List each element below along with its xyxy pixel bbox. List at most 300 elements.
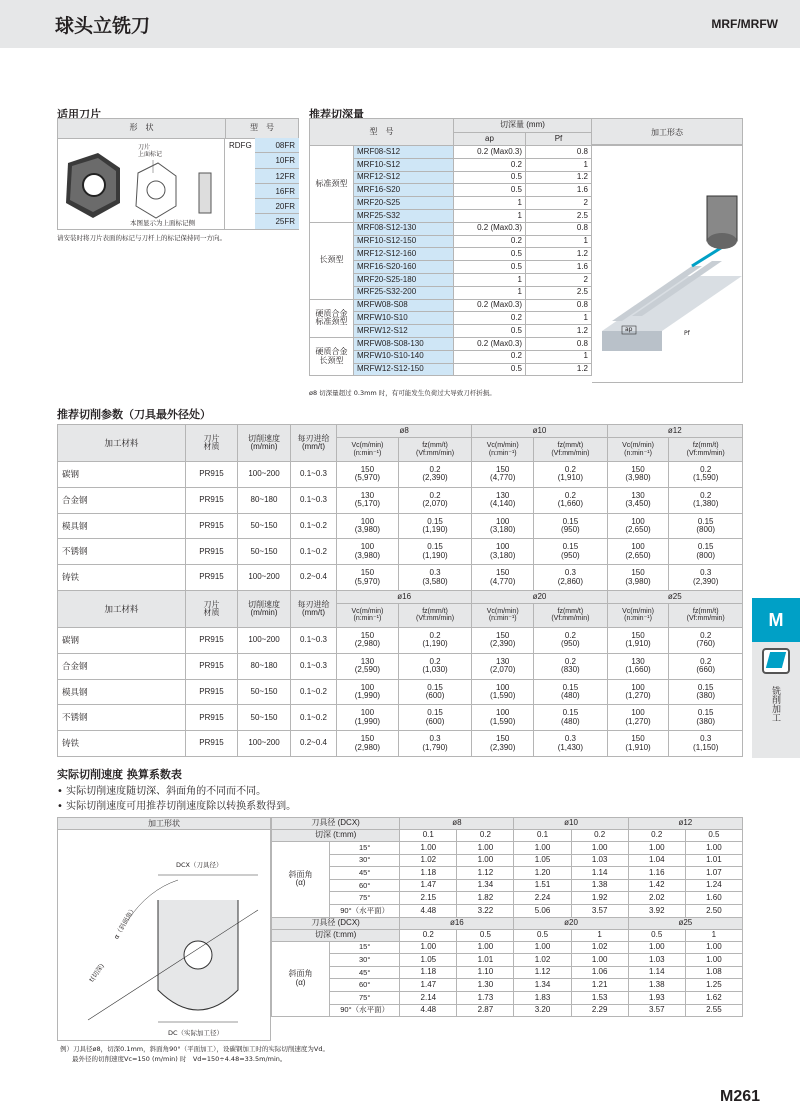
fig-pf-label: Pf [684, 330, 690, 337]
conv-dia-header: ø25 [628, 917, 742, 929]
speed-h1: 切削速度 [248, 599, 280, 609]
page-number: M261 [720, 1088, 761, 1105]
param-value: 150 [631, 465, 645, 474]
depth-pf: 2 [526, 197, 592, 210]
param-sub-value: (480) [561, 716, 580, 726]
param-value-cell [398, 462, 472, 488]
param-value-cell [669, 513, 743, 539]
param-value: 100 [496, 542, 510, 552]
fz-h1: fz(mm/t) [422, 608, 448, 616]
param-value: 0.2 [700, 630, 712, 640]
param-value: 0.2 [429, 656, 441, 666]
conv-coefficient: 1.03 [628, 954, 685, 967]
param-sub-value: (1,270) [625, 716, 651, 726]
param-value: 130 [631, 656, 645, 666]
conv-coefficient: 1.24 [685, 879, 742, 892]
param-cell: 50~150 [238, 539, 291, 565]
param-sub-value: (600) [425, 690, 445, 700]
param-value: 0.3 [700, 734, 712, 744]
param-value-cell [398, 731, 472, 757]
depth-pf: 2.5 [526, 209, 592, 222]
param-cell: 0.2~0.4 [291, 565, 337, 591]
param-value: 100 [631, 682, 645, 692]
param-value-cell [669, 679, 743, 705]
param-sub-value: (2,390) [422, 473, 448, 483]
param-speed-header [238, 425, 291, 462]
param-material: 不锈钢 [58, 705, 186, 731]
param-value: 100 [496, 516, 510, 526]
depth-pf: 0.8 [526, 299, 592, 312]
conv-coefficient: 1.12 [514, 966, 571, 979]
conv-coefficient: 4.48 [400, 1004, 457, 1017]
param-sub-value: (2,070) [422, 499, 448, 509]
param-cell: 0.1~0.2 [291, 679, 337, 705]
param-value-cell [534, 462, 608, 488]
ball-end-diagram [58, 830, 270, 1040]
param-sub-value: (1,910) [557, 473, 584, 483]
vc-h2: (n:min⁻¹) [353, 615, 382, 623]
param-value-cell [607, 462, 669, 488]
insert-note: 请安装时将刀片表面的标记与刀杆上的标记保持同一方向。 [57, 234, 226, 242]
param-sub-value: (2,390) [490, 639, 516, 649]
param-sub-value: (5,970) [354, 473, 381, 483]
conv-coefficient: 1.05 [514, 854, 571, 867]
depth-model: MRF08-S12 [354, 146, 454, 159]
depth-group-name: 标准颈型 [315, 178, 348, 188]
depth-model: MRF20-S25 [354, 197, 454, 210]
angle-value: 60° [330, 979, 400, 992]
conv-coefficient: 1.18 [400, 966, 457, 979]
param-cell: 50~150 [238, 513, 291, 539]
param-value: 100 [360, 542, 375, 552]
param-value-cell [337, 705, 399, 731]
param-cell: 100~200 [238, 731, 291, 757]
depth-model: MRF25-S32-200 [354, 286, 454, 299]
depth-group-name: 硬质合金 [315, 347, 348, 357]
params-table [57, 424, 743, 757]
param-cell: 0.1~0.3 [291, 627, 337, 653]
conv-coefficient: 1.03 [571, 854, 628, 867]
depth-group-name: 长颈型 [319, 255, 344, 265]
param-value-cell [607, 653, 669, 679]
param-cell: PR915 [186, 513, 238, 539]
param-value-cell [534, 565, 608, 591]
depth-pf: 1.6 [526, 261, 592, 274]
param-value: 130 [360, 656, 375, 666]
fz-h1: fz(mm/t) [557, 608, 584, 616]
param-value-cell [607, 627, 669, 653]
page-header [0, 0, 800, 48]
depth-model: MRF08-S12-130 [354, 222, 454, 235]
param-sub-value: (2,980) [354, 639, 381, 649]
fz-header [669, 438, 743, 462]
angle-value: 75° [330, 991, 400, 1004]
insert-caption: 本图显示为上面标记侧 [130, 219, 195, 227]
param-sub-value: (2,390) [693, 576, 719, 586]
conv-coefficient: 2.15 [400, 892, 457, 905]
depth-ap: 1 [454, 273, 526, 286]
depth-model: MRFW08-S08-130 [354, 337, 454, 350]
param-value: 150 [496, 568, 510, 578]
conv-coefficient: 1.00 [571, 842, 628, 855]
fz-header [398, 438, 472, 462]
param-value: 130 [496, 656, 510, 666]
grade-h2: 材质 [203, 442, 220, 451]
param-dia-header: ø25 [607, 590, 742, 603]
param-value-cell [472, 487, 534, 513]
vc-header [337, 603, 399, 627]
conv-coefficient: 1.82 [457, 892, 514, 905]
param-value: 0.15 [562, 682, 579, 692]
param-value: 0.15 [697, 708, 714, 718]
param-sub-value: (950) [561, 639, 580, 649]
param-value-cell [472, 462, 534, 488]
fz-h1: fz(mm/t) [557, 442, 584, 450]
param-value-cell [534, 627, 608, 653]
param-cell: 0.1~0.3 [291, 462, 337, 488]
conv-depth: 0.2 [400, 929, 457, 941]
fz-header [669, 603, 743, 627]
speed-h1: 切削速度 [248, 433, 280, 443]
param-sub-value: (4,770) [490, 576, 516, 586]
depth-pf: 0.8 [526, 222, 592, 235]
param-value: 150 [631, 734, 645, 744]
param-dia-header: ø20 [472, 590, 607, 603]
depth-pf: 1.2 [526, 363, 592, 376]
conv-coefficient: 1.00 [571, 954, 628, 967]
param-value-cell [607, 679, 669, 705]
vc-h1: Vc(m/min) [351, 608, 384, 616]
conv-coefficient: 1.20 [514, 867, 571, 880]
param-sub-value: (1,150) [693, 742, 719, 752]
insert-table [57, 118, 299, 139]
param-value-cell [472, 705, 534, 731]
fz-header [398, 603, 472, 627]
conv-coefficient: 1.01 [685, 854, 742, 867]
fz-h1: fz(mm/t) [422, 442, 448, 450]
param-cell: 100~200 [238, 565, 291, 591]
param-material-header: 加工材料 [58, 590, 186, 627]
param-sub-value: (1,590) [693, 473, 719, 483]
param-value-cell [472, 539, 534, 565]
conv-coefficient: 1.08 [685, 966, 742, 979]
conv-depth: 0.2 [457, 830, 514, 842]
param-value-cell [398, 487, 472, 513]
depth-note: ø8 切深量超过 0.3mm 时，有可能发生负荷过大导致刀杆折损。 [309, 389, 496, 397]
param-grade-header [186, 425, 238, 462]
param-cell: PR915 [186, 565, 238, 591]
depth-group-name: 长颈型 [319, 355, 344, 365]
param-cell: 80~180 [238, 653, 291, 679]
depth-table [309, 118, 592, 376]
conv-coefficient: 1.02 [571, 941, 628, 954]
param-value-cell [669, 565, 743, 591]
conv-dia-header: ø10 [514, 818, 628, 830]
param-value: 0.2 [700, 465, 712, 474]
param-sub-value: (830) [561, 665, 580, 675]
depth-ap: 0.2 [454, 158, 526, 171]
conv-coefficient: 1.83 [514, 991, 571, 1004]
conv-coefficient: 3.57 [628, 1004, 685, 1017]
param-value-cell [669, 487, 743, 513]
param-value: 0.2 [564, 465, 576, 474]
vc-h2: (n:min⁻¹) [624, 449, 652, 457]
depth-model: MRF12-S12-160 [354, 248, 454, 261]
param-cell: PR915 [186, 731, 238, 757]
grade-h1: 刀片 [203, 599, 220, 609]
conv-coefficient: 2.87 [457, 1004, 514, 1017]
conv-coefficient: 1.73 [457, 991, 514, 1004]
conv-coefficient: 1.00 [457, 842, 514, 855]
param-value-cell [398, 627, 472, 653]
conv-coefficient: 3.57 [571, 904, 628, 917]
depth-pf-header: Pf [526, 133, 592, 146]
insert-size: 10FR [255, 153, 299, 168]
param-cell: 50~150 [238, 705, 291, 731]
conv-coefficient: 1.38 [628, 979, 685, 992]
param-value: 150 [496, 465, 510, 474]
param-value: 0.15 [697, 682, 714, 692]
depth-figure [592, 145, 743, 383]
conv-coefficient: 2.24 [514, 892, 571, 905]
param-grade-header [186, 590, 238, 627]
depth-group-label [310, 146, 354, 223]
angle-value: 60° [330, 879, 400, 892]
param-value-cell [337, 513, 399, 539]
vc-header [472, 438, 534, 462]
conv-depth: 0.2 [571, 830, 628, 842]
depth-group-label [310, 337, 354, 375]
conv-coefficient: 1.60 [685, 892, 742, 905]
vc-h1: Vc(m/min) [622, 442, 654, 450]
param-sub-value: (2,070) [490, 665, 516, 675]
param-sub-value: (4,140) [490, 499, 516, 509]
feed-h2: (mm/t) [301, 442, 326, 451]
depth-pf: 2.5 [526, 286, 592, 299]
depth-pf: 0.8 [526, 146, 592, 159]
angle-header [272, 941, 330, 1017]
angle-value: 15° [330, 941, 400, 954]
param-value-cell [669, 462, 743, 488]
conv-coefficient: 1.53 [571, 991, 628, 1004]
conv-coefficient: 1.34 [457, 879, 514, 892]
param-sub-value: (4,770) [490, 473, 516, 483]
depth-pf: 1 [526, 350, 592, 363]
dcx-header: 刀具径 (DCX) [272, 818, 400, 830]
param-material: 不锈钢 [58, 539, 186, 565]
vc-h2: (n:min⁻¹) [488, 449, 517, 457]
param-value: 0.15 [427, 516, 443, 526]
param-value: 100 [496, 708, 510, 718]
depth-ap: 0.5 [454, 171, 526, 184]
insert-model-header: 型 号 [226, 119, 299, 139]
conv-coefficient: 4.48 [400, 904, 457, 917]
conv-coefficient: 1.12 [457, 867, 514, 880]
conv-coefficient: 1.51 [514, 879, 571, 892]
param-value-cell [607, 565, 669, 591]
depth-model: MRFW12-S12-150 [354, 363, 454, 376]
param-value: 0.15 [427, 708, 443, 718]
depth-ap: 0.5 [454, 248, 526, 261]
conv-coefficient: 2.14 [400, 991, 457, 1004]
depth-pf: 1.2 [526, 171, 592, 184]
conv-dia-header: ø20 [514, 917, 628, 929]
angle-h1: 斜面角 [288, 969, 313, 979]
conv-coefficient: 2.02 [628, 892, 685, 905]
param-value-cell [607, 539, 669, 565]
param-value: 0.15 [562, 708, 579, 718]
param-value: 0.3 [700, 568, 712, 578]
fz-h2: (Vf:mm/min) [686, 615, 725, 623]
param-sub-value: (2,590) [354, 665, 381, 675]
param-sub-value: (2,650) [625, 524, 651, 534]
param-cell: PR915 [186, 705, 238, 731]
section-tab-letter[interactable]: M [752, 598, 800, 642]
param-sub-value: (380) [696, 690, 716, 700]
conv-dia-header: ø12 [628, 818, 742, 830]
param-sub-value: (1,190) [422, 550, 448, 560]
insert-panel [57, 118, 299, 230]
conv-coefficient: 1.00 [457, 941, 514, 954]
conv-coefficient: 1.00 [400, 941, 457, 954]
conv-coefficient: 1.25 [685, 979, 742, 992]
feed-h2: (mm/t) [301, 607, 326, 617]
param-value: 130 [631, 490, 645, 500]
param-value: 0.2 [700, 490, 712, 500]
conversion-bullet-1: • 实际切削速度随切深、斜面角的不同而不同。 [57, 786, 267, 797]
insert-size: 25FR [255, 214, 299, 229]
conv-coefficient: 1.42 [628, 879, 685, 892]
param-material-header: 加工材料 [58, 425, 186, 462]
depth-ap: 0.5 [454, 261, 526, 274]
vc-header [607, 603, 669, 627]
param-sub-value: (3,180) [490, 524, 516, 534]
param-feed-header [291, 425, 337, 462]
params-section-title: 推荐切削参数（刀具最外径处） [57, 408, 211, 421]
fz-h2: (Vf:mm/min) [686, 449, 725, 457]
param-value: 130 [496, 490, 510, 500]
param-value-cell [337, 462, 399, 488]
param-value: 150 [360, 465, 375, 474]
speed-h2: (m/min) [250, 607, 278, 617]
param-value: 100 [360, 682, 375, 692]
param-sub-value: (380) [696, 716, 716, 726]
param-value-cell [534, 487, 608, 513]
param-sub-value: (1,790) [422, 742, 448, 752]
depth-model-header: 型 号 [310, 119, 454, 146]
param-value: 0.2 [429, 630, 441, 640]
depth-section-title: 推荐切深量 [309, 108, 364, 121]
param-sub-value: (1,590) [490, 716, 516, 726]
param-sub-value: (1,990) [354, 716, 381, 726]
conv-coefficient: 1.38 [571, 879, 628, 892]
param-value: 0.15 [562, 516, 579, 526]
param-cell: 0.1~0.2 [291, 513, 337, 539]
param-value-cell [398, 513, 472, 539]
param-value-cell [669, 627, 743, 653]
vc-h1: Vc(m/min) [486, 608, 519, 616]
conv-coefficient: 1.06 [571, 966, 628, 979]
param-sub-value: (1,990) [354, 690, 381, 700]
param-value-cell [398, 705, 472, 731]
depth-model: MRF20-S25-180 [354, 273, 454, 286]
param-cell: PR915 [186, 487, 238, 513]
angle-header [272, 842, 330, 918]
param-sub-value: (1,660) [625, 665, 651, 675]
vc-h2: (n:min⁻¹) [353, 449, 382, 457]
param-value-cell [398, 679, 472, 705]
param-cell: 0.1~0.2 [291, 705, 337, 731]
param-value-cell [398, 653, 472, 679]
param-sub-value: (3,450) [625, 499, 651, 509]
depth-model: MRFW12-S12 [354, 325, 454, 338]
param-cell: 100~200 [238, 462, 291, 488]
insert-size: 16FR [255, 184, 299, 199]
insert-sizes [225, 138, 299, 230]
conv-coefficient: 1.02 [514, 954, 571, 967]
angle-value: 45° [330, 867, 400, 880]
param-speed-header [238, 590, 291, 627]
param-value-cell [534, 653, 608, 679]
conv-depth: 0.5 [457, 929, 514, 941]
conv-coefficient: 5.06 [514, 904, 571, 917]
param-dia-header: ø16 [337, 590, 472, 603]
param-value: 100 [360, 708, 375, 718]
param-value-cell [669, 653, 743, 679]
param-sub-value: (1,660) [557, 499, 584, 509]
fig-t-label: t(切深) [87, 962, 106, 984]
param-value: 0.15 [562, 542, 579, 552]
param-cell: 100~200 [238, 627, 291, 653]
param-sub-value: (5,970) [354, 576, 381, 586]
param-value: 0.2 [564, 656, 576, 666]
param-sub-value: (1,590) [490, 690, 516, 700]
param-sub-value: (950) [561, 550, 580, 560]
param-value-cell [472, 565, 534, 591]
param-value-cell [337, 487, 399, 513]
param-cell: 80~180 [238, 487, 291, 513]
conv-dia-header: ø16 [400, 917, 514, 929]
angle-h1: 斜面角 [288, 869, 313, 879]
conv-depth: 0.5 [685, 830, 742, 842]
depth-ap: 0.2 (Max0.3) [454, 222, 526, 235]
conv-coefficient: 1.04 [628, 854, 685, 867]
param-sub-value: (3,580) [422, 576, 448, 586]
conv-coefficient: 3.92 [628, 904, 685, 917]
conv-coefficient: 1.00 [400, 842, 457, 855]
param-value: 100 [496, 682, 510, 692]
conv-coefficient: 1.16 [628, 867, 685, 880]
param-sub-value: (760) [696, 639, 716, 649]
param-dia-header: ø10 [472, 425, 607, 438]
insert-image-box [57, 138, 225, 230]
depth-model: MRFW10-S10 [354, 312, 454, 325]
product-code: MRF/MRFW [711, 17, 778, 31]
param-sub-value: (2,980) [354, 742, 381, 752]
speed-h2: (m/min) [250, 442, 278, 451]
depth-ap-header: ap [454, 133, 526, 146]
param-material: 模具钢 [58, 679, 186, 705]
fz-h1: fz(mm/t) [692, 608, 719, 616]
conv-depth: 0.1 [514, 830, 571, 842]
param-sub-value: (950) [561, 524, 580, 534]
param-value-cell [607, 705, 669, 731]
conv-coefficient: 1.14 [628, 966, 685, 979]
conv-depth: 0.2 [628, 830, 685, 842]
fz-h2: (Vf:mm/min) [551, 615, 590, 623]
conversion-table [271, 817, 743, 1017]
depth-group-name: 标准颈型 [315, 317, 348, 327]
